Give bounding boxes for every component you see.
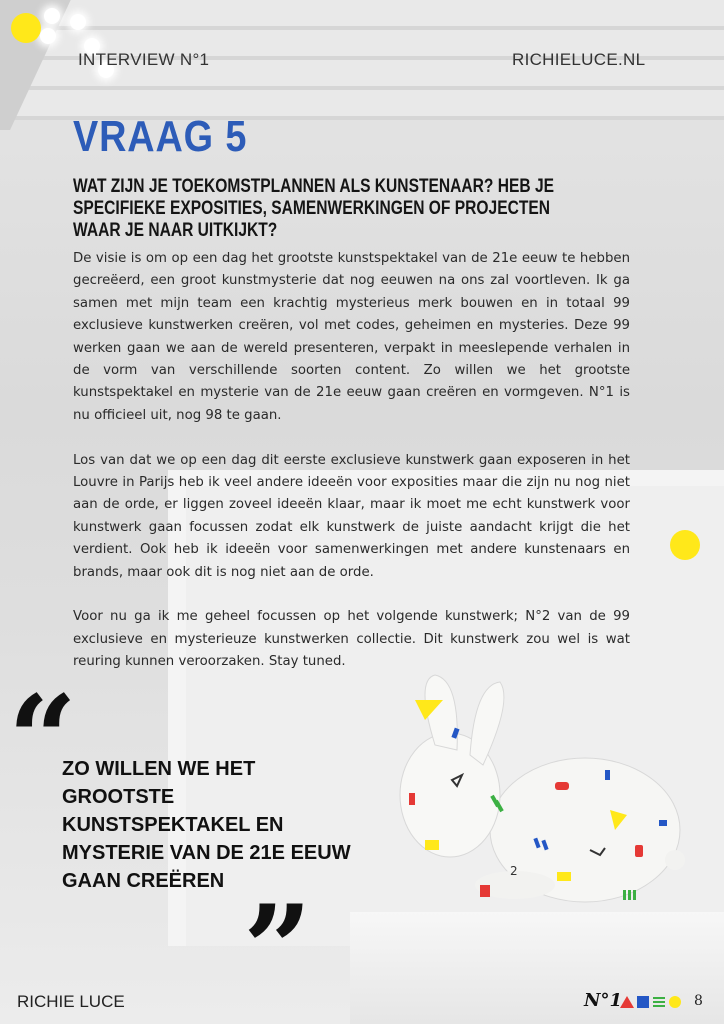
paragraph-1: De visie is om op een dag het grootste kunstspektakel van de 21e eeuw te hebben gecreëerd, een groot kunstmysterie dat nog eeuwen na ons zal voortleven. Ik ga samen met mijn team een krachtig mysterieus merk bouwen en in totaal 99 exclusieve kunstwerken creëren, vol met codes, geheimen en mysteries. Deze 99 werken gaan we aan de wereld presenteren, verpakt in meeslepende verhalen in de vorm van verschillende soorten content. Zo willen we het grootste kunstspektakel en mysterie van de 21e eeuw gaan creëren en vormgeven. N°1 is nu officieel uit, nog 98 te gaan. [73,251,630,423]
paragraph-3: Voor nu ga ik me geheel focussen op het volgende kunstwerk; N°2 van de 99 exclusieve en mysterieuze kunstwerken collectie. Dit kunstwerk zou wel is wat reuring kunnen veroorzaken. Stay tuned. [73,609,630,670]
question-heading: WAT ZIJN JE TOEKOMSTPLANNEN ALS KUNSTENAAR? HEB JE SPECIFIEKE EXPOSITIES, SAMENWERKINGEN OF PROJECTEN WAAR JE NAAR UITKIJKT? [73,176,555,241]
body-text [73,248,630,696]
page-title: VRAAG 5 [73,112,248,161]
paragraph-2: Los van dat we op een dag dit eerste exclusieve kunstwerk gaan exposeren in het Louvre in Parijs heb ik veel andere ideeën voor exposities maar die zijn nu nog niet aan de orde, er liggen zoveel ideeën klaar, maar ik moet me echt kunstwerk voor kunstwerk gaan focussen zodat elk kunstwerk de juiste aandacht krijgt die het verdient. Ook heb ik ideeën voor samenwerkingen met andere kunstenaars en brands, maar ook dit is nog niet aan de orde. [73,452,630,580]
lines-icon [653,997,665,1007]
page-number: 8 [694,993,703,1009]
svg-text:2: 2 [510,864,518,878]
footer-shape-icons [620,995,684,1009]
rabbit-body [400,675,685,902]
square-icon [637,996,649,1008]
rabbit-sculpture [395,670,685,920]
pull-quote: ZO WILLEN WE HET GROOTSTE KUNSTSPEKTAKEL EN MYSTERIE VAN DE 21E EEUW GAAN CREËREN [62,758,351,892]
triangle-icon [620,996,634,1008]
yellow-dot-right [670,530,700,560]
ceiling-light [40,28,56,44]
header-right-site[interactable]: RICHIELUCE.NL [512,50,646,69]
header-left: INTERVIEW N°1 [78,50,210,69]
footer-artist-name: RICHIE LUCE [17,992,125,1011]
ceiling-light [70,14,86,30]
footer-logo: N°1 [584,990,622,1011]
circle-icon [669,996,681,1008]
quote-open-mark: “ [8,669,78,810]
quote-close-mark: ” [243,879,313,1020]
ceiling-light [44,8,60,24]
yellow-dot-top [11,13,41,43]
